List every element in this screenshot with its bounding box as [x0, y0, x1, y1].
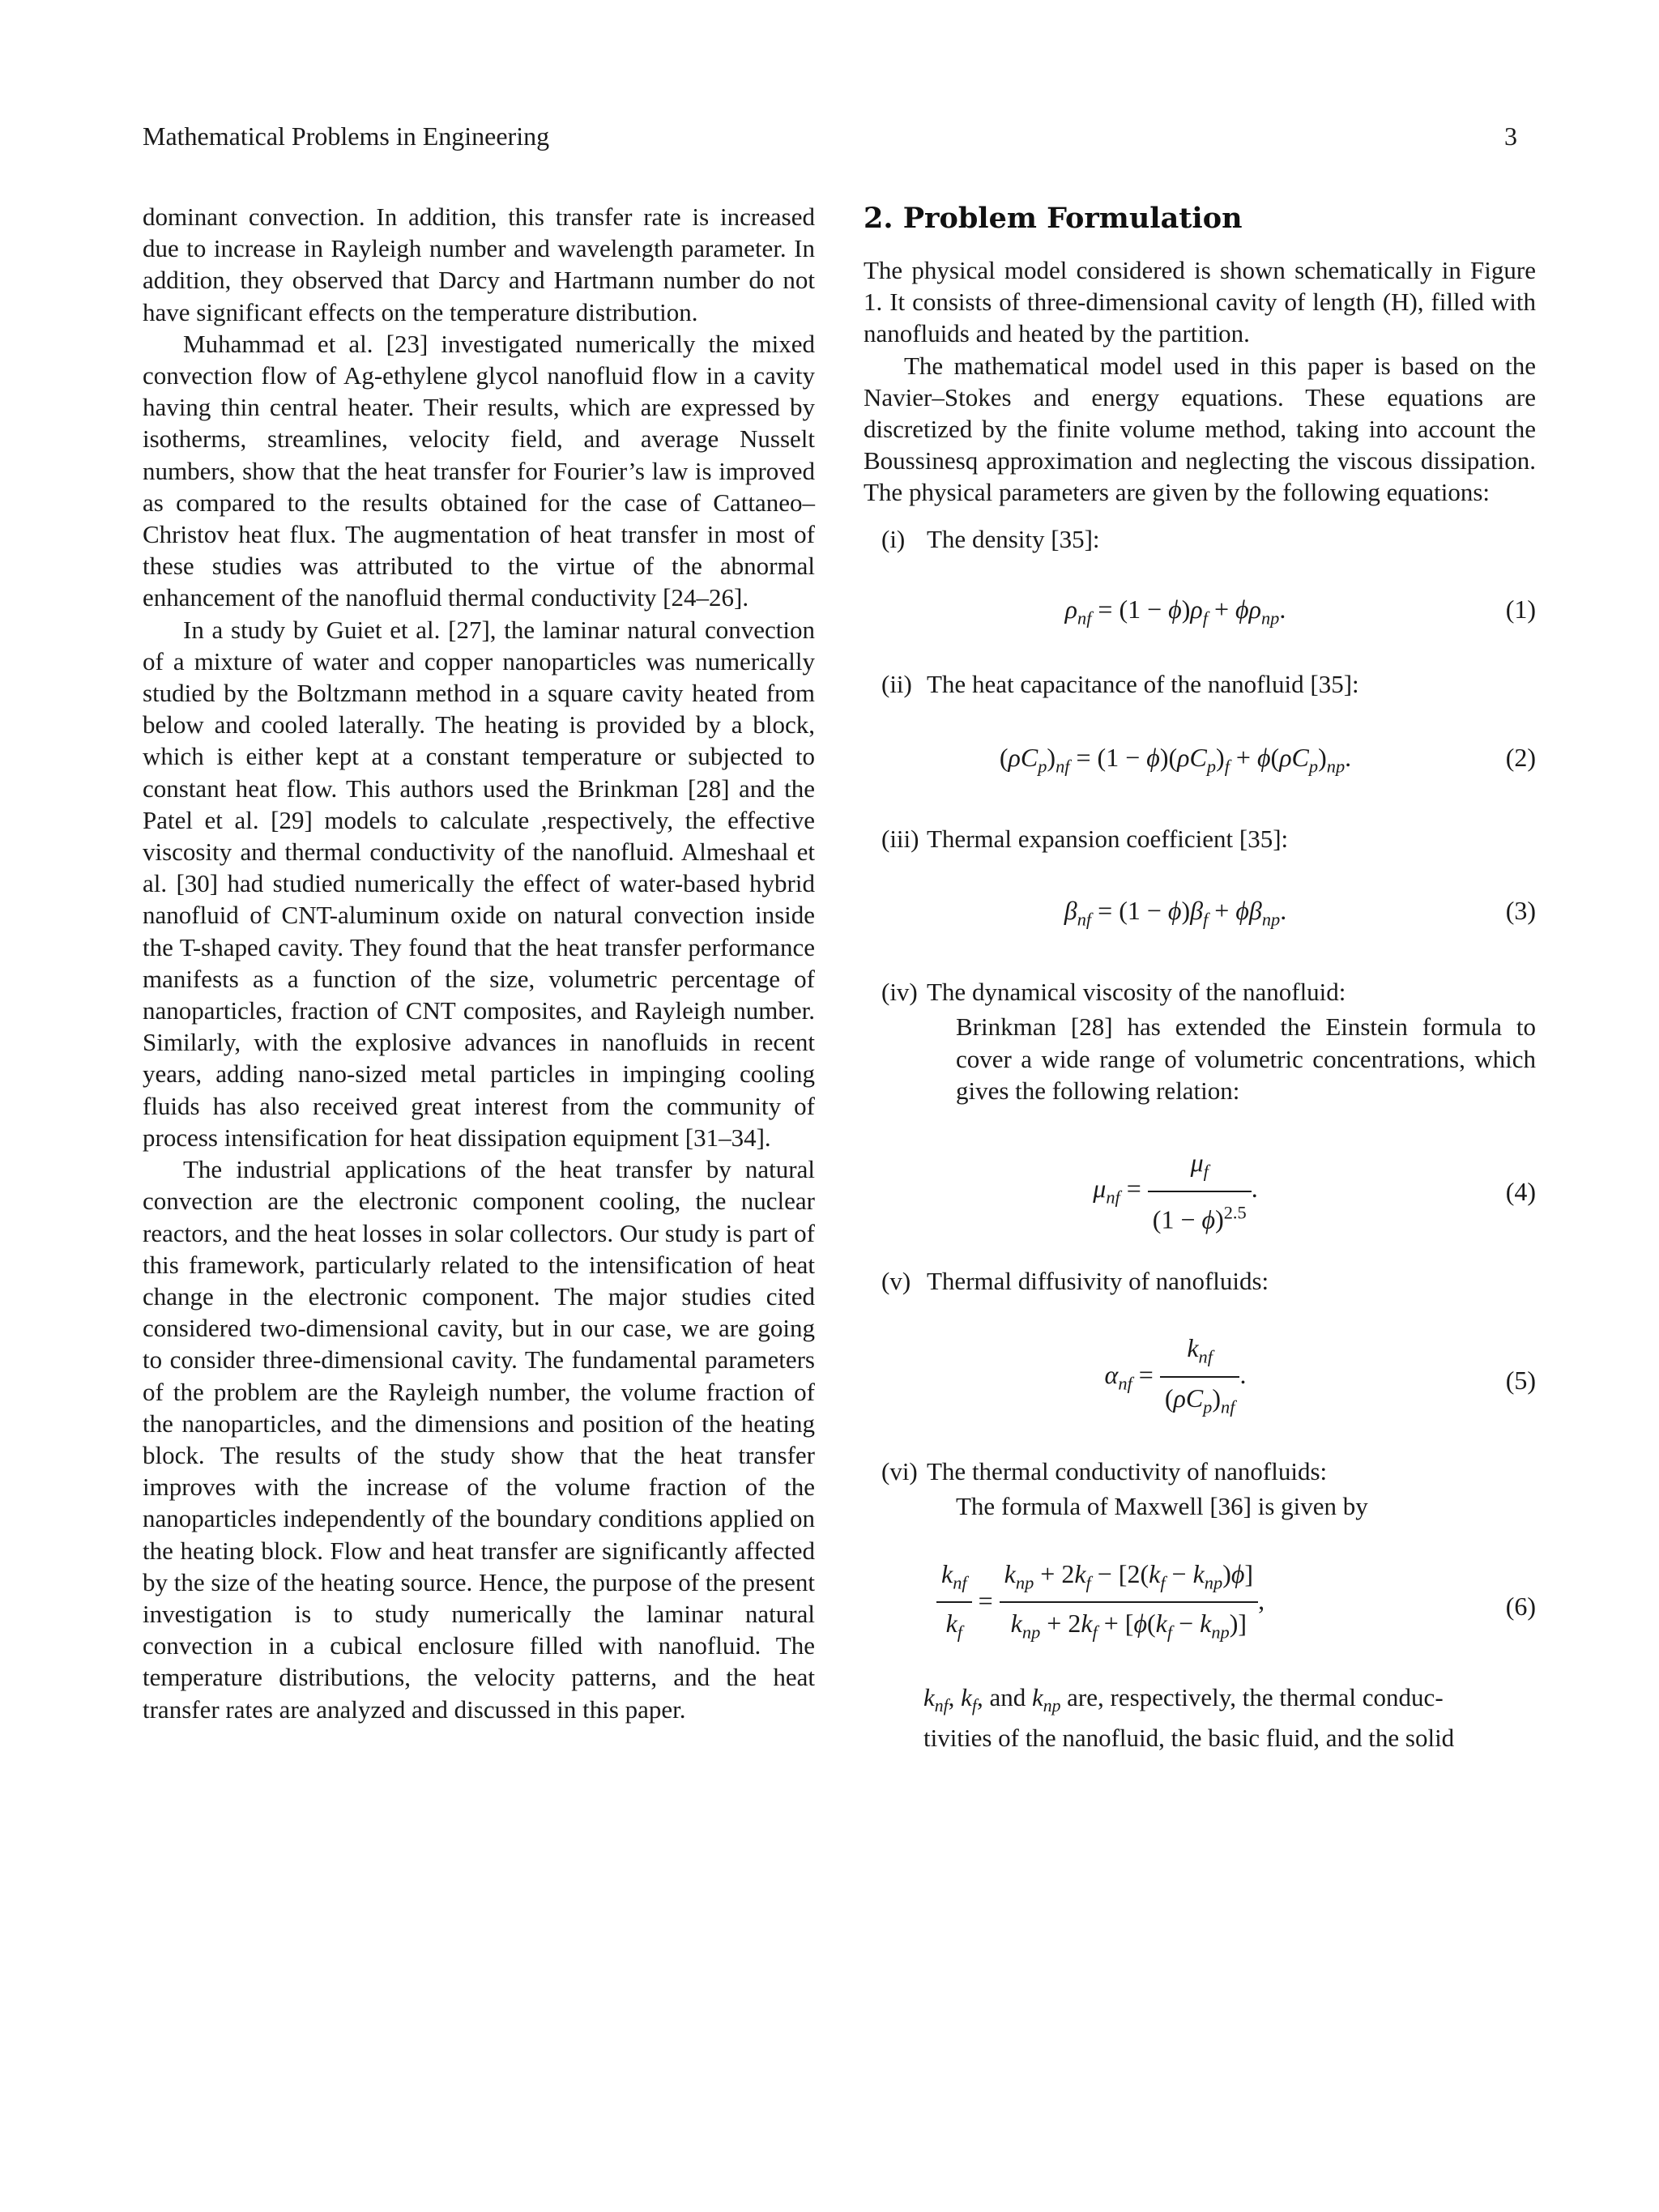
equation-number: (3) — [1505, 896, 1536, 926]
paragraph: The mathematical model used in this paper is based on the Navier–Stokes and energy equations. These equations are discretized by the finite volume method, taking into account the Boussinesq approximation and neglecting the viscous dissipation. The physical parameters are given by the following equations: — [864, 351, 1536, 507]
item-label: (v) — [881, 1267, 911, 1296]
item-label: (iv) — [881, 978, 918, 1007]
equation-body: $\alpha_{nf}$ = $\frac{k_{nf}}{(\rho C_p)_{nf}}$ . — [864, 1332, 1487, 1422]
equation-4 — [864, 1106, 1536, 1265]
item-description: The formula of Maxwell [36] is given by — [956, 1492, 1368, 1521]
equation-body: $(\rho C_p)_{nf} = (1 - \phi)(\rho C_p)_f + \phi(\rho C_p)_{np}$. — [999, 743, 1352, 777]
running-header — [143, 118, 1517, 154]
list-item — [864, 1265, 1536, 1297]
equation-body: $\rho_{nf} = (1 - \phi)\rho_f + \phi\rho_{np}$. — [1064, 594, 1286, 629]
item-description: Brinkman [28] has extended the Einstein formula to cover a wide range of volumetric concentrations, which gives the following relation: — [956, 1012, 1536, 1105]
paragraph: The physical model considered is shown schematically in Figure 1. It consists of three-dimensional cavity of length (H), filled with nanofluids and heated by the partition. — [864, 256, 1536, 348]
item-text: The dynamical viscosity of the nanofluid: — [927, 978, 1346, 1007]
line-text: are, respectively, the thermal conduc- — [1067, 1682, 1444, 1711]
item-text: The density [35]: — [927, 524, 1100, 553]
list-item — [864, 523, 1536, 555]
line-text: tivities of the nanofluid, the basic fluid, and the solid — [923, 1724, 1455, 1753]
journal-title: Mathematical Problems in Engineering — [143, 121, 550, 151]
paragraph: $k_{nf}$, $k_f$, and $k_{np}$ are, respectively, the thermal conduc- tivities of the nanofluid, the basic fluid, and the solid — [923, 1682, 1455, 1753]
item-text: The thermal conductivity of nanofluids: — [927, 1457, 1328, 1486]
item-label: (i) — [881, 524, 906, 553]
equation-1 — [864, 555, 1536, 668]
list-item — [864, 976, 1536, 1008]
item-label: (iii) — [881, 825, 919, 854]
equation-6 — [864, 1523, 1536, 1681]
equation-number: (6) — [1505, 1591, 1536, 1621]
equation-number: (4) — [1505, 1177, 1536, 1207]
left-column — [143, 201, 815, 1725]
section-title: 2. Problem Formulation — [864, 202, 1243, 235]
equation-2 — [864, 700, 1536, 823]
paragraph: In a study by Guiet et al. [27], the laminar natural convection of a mixture of water and copper nanoparticles was numerically studied by the Boltzmann method in a square cavity heated from below and cooled laterally. The heating is provided by a block, which is either kept at a constant temperature or subjected to constant heat flow. This authors used the Brinkman [28] and the Patel et al. [29] models to calculate ,respectively, the effective viscosity and thermal conductivity of the nanofluid. Almeshaal et al. [30] had studied numerically the effect of water-based hybrid nanofluid of CNT-aluminum oxide on natural convection inside the T-shaped cavity. They found that the heat transfer performance manifests as a function of the size, volumetric percentage of nanoparticles, fraction of CNT composites, and Rayleigh number. Similarly, with the explosive advances in nanofluids in recent years, adding nano-sized metal particles in impinging cooling fluids has also received great interest from the community of process intensification for heat dissipation equipment [31–34]. — [143, 615, 815, 1152]
equation-body: $\frac{k_{nf}}{k_f}$ = $\frac{k_{np} + 2k_f - [2(k_f - k_{np})\phi]}{k_{np} + 2k_f + [\phi(k_f - k_{np})]}$ , — [936, 1558, 1487, 1648]
item-text: Thermal diffusivity of nanofluids: — [927, 1267, 1269, 1296]
right-column — [864, 201, 1536, 1754]
equation-body: $\mu_{nf}$ = $\frac{\mu_f}{(1 - \phi)^{2.5}}$ . — [864, 1147, 1487, 1235]
item-label: (ii) — [881, 669, 912, 698]
paragraph: dominant convection. In addition, this transfer rate is increased due to increase in Rayleigh number and wavelength parameter. In addition, they observed that Darcy and Hartmann number do not have significant effects on the temperature distribution. — [143, 202, 815, 326]
item-text: The heat capacitance of the nanofluid [35]: — [927, 669, 1359, 698]
equation-number: (1) — [1505, 594, 1536, 624]
paragraph: Muhammad et al. [23] investigated numerically the mixed convection flow of Ag-ethylene glycol nanofluid flow in a cavity having thin central heater. Their results, which are expressed by isotherms, streamlines, velocity field, and average Nusselt numbers, show that the heat transfer for Fourier’s law is improved as compared to the results obtained for the case of Cattaneo–Christov heat flux. The augmentation of heat transfer in most of these studies was attributed to the virtue of the abnormal enhancement of the nanofluid thermal conductivity [24–26]. — [143, 329, 815, 612]
list-item — [864, 1455, 1536, 1487]
equation-3 — [864, 855, 1536, 976]
equation-number: (5) — [1505, 1366, 1536, 1396]
equation-5 — [864, 1297, 1536, 1455]
equation-number: (2) — [1505, 743, 1536, 773]
paragraph: The industrial applications of the heat transfer by natural convection are the electronic component cooling, the nuclear reactors, and the heat losses in solar collectors. Our study is part of this framework, particularly related to the intensification of heat change in the electronic component. The major studies cited considered two-dimensional cavity, but in our case, we are going to consider three-dimensional cavity. The fundamental parameters of the problem are the Rayleigh number, the volume fraction of the nanoparticles, and the dimensions and position of the heating block. The results of the study show that the heat transfer improves with the increase of the volume fraction of the nanoparticles independently of the boundary conditions applied on the heating block. Flow and heat transfer are significantly affected by the size of the heating source. Hence, the purpose of the present investigation is to study numerically the laminar natural convection in a cubical enclosure filled with nanofluid. The temperature distributions, the velocity patterns, and the heat transfer rates are analyzed and discussed in this paper. — [143, 1155, 815, 1724]
list-item — [864, 823, 1536, 855]
page-number: 3 — [1504, 121, 1517, 151]
list-item — [864, 668, 1536, 700]
item-text: Thermal expansion coefficient [35]: — [927, 825, 1289, 854]
item-label: (vi) — [881, 1457, 918, 1486]
equation-body: $\beta_{nf} = (1 - \phi)\beta_f + \phi\beta_{np}$. — [1064, 896, 1287, 930]
